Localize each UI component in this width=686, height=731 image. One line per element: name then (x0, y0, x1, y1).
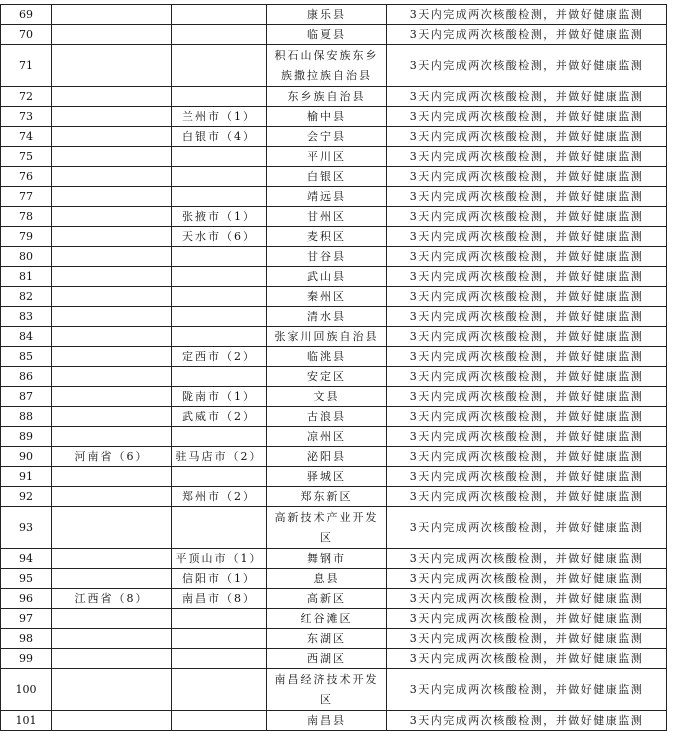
table-row (1, 507, 667, 549)
province-cell (52, 347, 172, 367)
city-cell (172, 629, 267, 649)
city-cell: 驻马店市（2） (172, 447, 267, 467)
table-row (1, 307, 667, 327)
row-number-cell: 99 (1, 649, 52, 669)
table-row (1, 45, 667, 87)
province-cell (52, 267, 172, 287)
table-row (1, 487, 667, 507)
province-cell (52, 549, 172, 569)
county-cell: 东湖区 (267, 629, 387, 649)
table-row (1, 167, 667, 187)
row-number-cell: 77 (1, 187, 52, 207)
row-number-cell: 90 (1, 447, 52, 467)
requirement-cell: 3天内完成两次核酸检测，并做好健康监测 (387, 287, 667, 307)
city-cell: 武威市（2） (172, 407, 267, 427)
city-cell: 白银市（4） (172, 127, 267, 147)
county-cell: 西湖区 (267, 649, 387, 669)
city-cell (172, 467, 267, 487)
row-number-cell: 89 (1, 427, 52, 447)
city-cell: 郑州市（2） (172, 487, 267, 507)
table-row (1, 5, 667, 25)
table-row (1, 711, 667, 731)
province-cell (52, 147, 172, 167)
county-cell: 平川区 (267, 147, 387, 167)
province-cell (52, 167, 172, 187)
province-cell (52, 407, 172, 427)
table-row (1, 549, 667, 569)
row-number-cell: 82 (1, 287, 52, 307)
county-cell: 会宁县 (267, 127, 387, 147)
city-cell (172, 247, 267, 267)
province-cell (52, 127, 172, 147)
county-cell: 郑东新区 (267, 487, 387, 507)
row-number-cell: 81 (1, 267, 52, 287)
requirement-cell: 3天内完成两次核酸检测，并做好健康监测 (387, 227, 667, 247)
requirement-cell: 3天内完成两次核酸检测，并做好健康监测 (387, 367, 667, 387)
row-number-cell: 101 (1, 711, 52, 731)
table-body (1, 5, 667, 731)
county-cell: 临夏县 (267, 25, 387, 45)
row-number-cell: 72 (1, 87, 52, 107)
county-cell: 靖远县 (267, 187, 387, 207)
city-cell (172, 307, 267, 327)
city-cell (172, 649, 267, 669)
city-cell (172, 25, 267, 45)
city-cell: 兰州市（1） (172, 107, 267, 127)
row-number-cell: 91 (1, 467, 52, 487)
county-cell: 南昌县 (267, 711, 387, 731)
requirement-cell: 3天内完成两次核酸检测，并做好健康监测 (387, 467, 667, 487)
row-number-cell: 85 (1, 347, 52, 367)
city-cell: 陇南市（1） (172, 387, 267, 407)
province-cell (52, 387, 172, 407)
city-cell (172, 711, 267, 731)
city-cell: 平顶山市（1） (172, 549, 267, 569)
requirement-cell: 3天内完成两次核酸检测，并做好健康监测 (387, 629, 667, 649)
county-cell: 康乐县 (267, 5, 387, 25)
requirement-cell: 3天内完成两次核酸检测，并做好健康监测 (387, 487, 667, 507)
requirement-cell: 3天内完成两次核酸检测，并做好健康监测 (387, 187, 667, 207)
requirement-cell: 3天内完成两次核酸检测，并做好健康监测 (387, 387, 667, 407)
row-number-cell: 92 (1, 487, 52, 507)
table-row (1, 467, 667, 487)
table-row (1, 227, 667, 247)
requirement-cell: 3天内完成两次核酸检测，并做好健康监测 (387, 307, 667, 327)
city-cell: 定西市（2） (172, 347, 267, 367)
city-cell (172, 669, 267, 711)
city-cell: 天水市（6） (172, 227, 267, 247)
requirement-cell: 3天内完成两次核酸检测，并做好健康监测 (387, 127, 667, 147)
province-cell (52, 87, 172, 107)
province-cell (52, 629, 172, 649)
province-cell (52, 327, 172, 347)
city-cell: 张掖市（1） (172, 207, 267, 227)
row-number-cell: 70 (1, 25, 52, 45)
requirement-cell: 3天内完成两次核酸检测，并做好健康监测 (387, 407, 667, 427)
province-cell (52, 569, 172, 589)
row-number-cell: 76 (1, 167, 52, 187)
county-cell: 甘谷县 (267, 247, 387, 267)
county-cell: 南昌经济技术开发区 (267, 669, 387, 711)
county-cell: 武山县 (267, 267, 387, 287)
requirement-cell: 3天内完成两次核酸检测，并做好健康监测 (387, 589, 667, 609)
table-row (1, 147, 667, 167)
table-row (1, 347, 667, 367)
table-row (1, 187, 667, 207)
requirement-cell: 3天内完成两次核酸检测，并做好健康监测 (387, 25, 667, 45)
province-cell (52, 247, 172, 267)
province-cell (52, 427, 172, 447)
table-row (1, 87, 667, 107)
table-row (1, 387, 667, 407)
row-number-cell: 69 (1, 5, 52, 25)
row-number-cell: 79 (1, 227, 52, 247)
province-cell (52, 107, 172, 127)
city-cell (172, 167, 267, 187)
city-cell (172, 287, 267, 307)
requirement-cell: 3天内完成两次核酸检测，并做好健康监测 (387, 427, 667, 447)
county-cell: 东乡族自治县 (267, 87, 387, 107)
row-number-cell: 100 (1, 669, 52, 711)
province-cell (52, 649, 172, 669)
row-number-cell: 95 (1, 569, 52, 589)
city-cell (172, 507, 267, 549)
requirement-cell: 3天内完成两次核酸检测，并做好健康监测 (387, 247, 667, 267)
row-number-cell: 78 (1, 207, 52, 227)
table-row (1, 107, 667, 127)
county-cell: 凉州区 (267, 427, 387, 447)
county-cell: 驿城区 (267, 467, 387, 487)
table-row (1, 629, 667, 649)
row-number-cell: 83 (1, 307, 52, 327)
province-cell (52, 669, 172, 711)
county-cell: 甘州区 (267, 207, 387, 227)
city-cell: 南昌市（8） (172, 589, 267, 609)
city-cell (172, 147, 267, 167)
county-cell: 积石山保安族东乡族撒拉族自治县 (267, 45, 387, 87)
table-row (1, 267, 667, 287)
city-cell (172, 5, 267, 25)
requirement-cell: 3天内完成两次核酸检测，并做好健康监测 (387, 649, 667, 669)
row-number-cell: 87 (1, 387, 52, 407)
province-cell (52, 307, 172, 327)
province-cell: 江西省（8） (52, 589, 172, 609)
row-number-cell: 97 (1, 609, 52, 629)
province-cell (52, 287, 172, 307)
county-cell: 高新区 (267, 589, 387, 609)
table-row (1, 649, 667, 669)
table-row (1, 407, 667, 427)
row-number-cell: 96 (1, 589, 52, 609)
province-cell (52, 207, 172, 227)
table-row (1, 589, 667, 609)
city-cell (172, 187, 267, 207)
county-cell: 临洮县 (267, 347, 387, 367)
table-row (1, 427, 667, 447)
table-row (1, 327, 667, 347)
requirement-cell: 3天内完成两次核酸检测，并做好健康监测 (387, 5, 667, 25)
requirement-cell: 3天内完成两次核酸检测，并做好健康监测 (387, 669, 667, 711)
county-cell: 高新技术产业开发区 (267, 507, 387, 549)
province-cell (52, 5, 172, 25)
row-number-cell: 75 (1, 147, 52, 167)
county-cell: 安定区 (267, 367, 387, 387)
table-row (1, 207, 667, 227)
risk-area-table (0, 4, 667, 731)
row-number-cell: 84 (1, 327, 52, 347)
province-cell (52, 187, 172, 207)
city-cell (172, 87, 267, 107)
table-row (1, 609, 667, 629)
city-cell (172, 327, 267, 347)
table-row (1, 569, 667, 589)
table-row (1, 127, 667, 147)
row-number-cell: 74 (1, 127, 52, 147)
province-cell (52, 45, 172, 87)
province-cell (52, 25, 172, 45)
city-cell (172, 367, 267, 387)
requirement-cell: 3天内完成两次核酸检测，并做好健康监测 (387, 207, 667, 227)
county-cell: 榆中县 (267, 107, 387, 127)
province-cell (52, 367, 172, 387)
province-cell (52, 609, 172, 629)
county-cell: 泌阳县 (267, 447, 387, 467)
requirement-cell: 3天内完成两次核酸检测，并做好健康监测 (387, 167, 667, 187)
county-cell: 秦州区 (267, 287, 387, 307)
requirement-cell: 3天内完成两次核酸检测，并做好健康监测 (387, 107, 667, 127)
city-cell (172, 45, 267, 87)
province-cell (52, 507, 172, 549)
row-number-cell: 71 (1, 45, 52, 87)
province-cell: 河南省（6） (52, 447, 172, 467)
city-cell (172, 427, 267, 447)
requirement-cell: 3天内完成两次核酸检测，并做好健康监测 (387, 609, 667, 629)
province-cell (52, 487, 172, 507)
requirement-cell: 3天内完成两次核酸检测，并做好健康监测 (387, 327, 667, 347)
requirement-cell: 3天内完成两次核酸检测，并做好健康监测 (387, 45, 667, 87)
requirement-cell: 3天内完成两次核酸检测，并做好健康监测 (387, 507, 667, 549)
row-number-cell: 86 (1, 367, 52, 387)
row-number-cell: 93 (1, 507, 52, 549)
province-cell (52, 467, 172, 487)
county-cell: 古浪县 (267, 407, 387, 427)
county-cell: 清水县 (267, 307, 387, 327)
table-row (1, 25, 667, 45)
requirement-cell: 3天内完成两次核酸检测，并做好健康监测 (387, 87, 667, 107)
province-cell (52, 227, 172, 247)
city-cell: 信阳市（1） (172, 569, 267, 589)
row-number-cell: 88 (1, 407, 52, 427)
table-row (1, 447, 667, 467)
requirement-cell: 3天内完成两次核酸检测，并做好健康监测 (387, 447, 667, 467)
requirement-cell: 3天内完成两次核酸检测，并做好健康监测 (387, 347, 667, 367)
requirement-cell: 3天内完成两次核酸检测，并做好健康监测 (387, 711, 667, 731)
table-row (1, 247, 667, 267)
county-cell: 舞钢市 (267, 549, 387, 569)
county-cell: 张家川回族自治县 (267, 327, 387, 347)
requirement-cell: 3天内完成两次核酸检测，并做好健康监测 (387, 147, 667, 167)
county-cell: 息县 (267, 569, 387, 589)
city-cell (172, 609, 267, 629)
province-cell (52, 711, 172, 731)
requirement-cell: 3天内完成两次核酸检测，并做好健康监测 (387, 549, 667, 569)
row-number-cell: 80 (1, 247, 52, 267)
table-row (1, 669, 667, 711)
requirement-cell: 3天内完成两次核酸检测，并做好健康监测 (387, 267, 667, 287)
row-number-cell: 73 (1, 107, 52, 127)
county-cell: 文县 (267, 387, 387, 407)
county-cell: 白银区 (267, 167, 387, 187)
row-number-cell: 98 (1, 629, 52, 649)
row-number-cell: 94 (1, 549, 52, 569)
table-row (1, 367, 667, 387)
requirement-cell: 3天内完成两次核酸检测，并做好健康监测 (387, 569, 667, 589)
county-cell: 红谷滩区 (267, 609, 387, 629)
city-cell (172, 267, 267, 287)
county-cell: 麦积区 (267, 227, 387, 247)
table-row (1, 287, 667, 307)
